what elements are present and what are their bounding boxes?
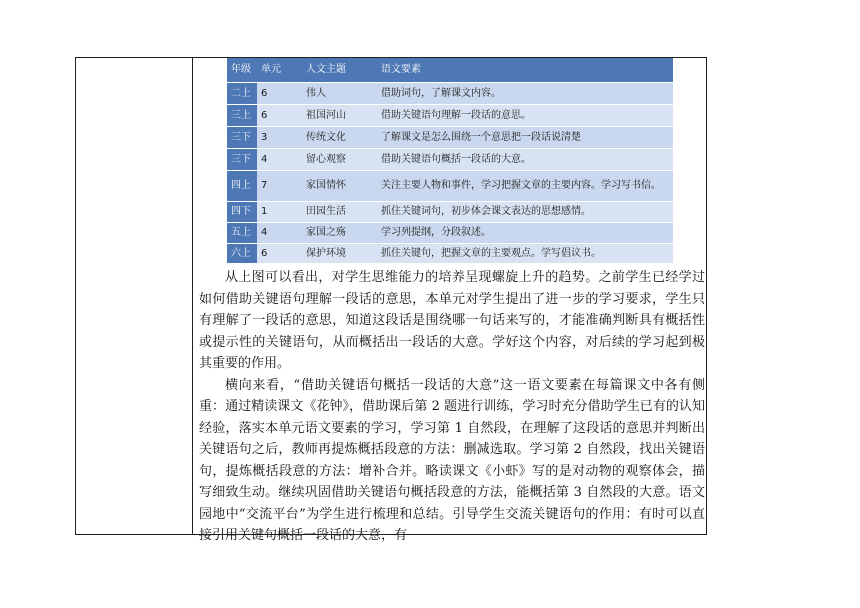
cell-grade: 三下 <box>227 127 257 148</box>
cell-element: 借助关键语句概括一段话的大意。 <box>381 153 531 165</box>
cell-grade: 四上 <box>227 171 257 201</box>
cell-element: 关注主要人物和事件，学习把握文章的主要内容。学习写书信。 <box>381 180 661 191</box>
cell-theme: 家国之殇 <box>306 227 346 238</box>
table-row <box>227 202 673 223</box>
cell-element: 抓住关键词句，初步体会课文表达的思想感情。 <box>381 206 591 217</box>
header-grade: 年级 <box>231 64 251 75</box>
table-divider-right <box>706 58 707 534</box>
cell-grade: 三上 <box>227 105 257 126</box>
cell-unit: 7 <box>261 180 268 191</box>
table-row <box>227 105 673 127</box>
table-row <box>227 149 673 171</box>
cell-unit: 4 <box>261 153 268 165</box>
curriculum-table-image <box>227 58 673 264</box>
cell-grade: 五上 <box>227 223 257 243</box>
table-row <box>227 171 673 202</box>
cell-theme: 祖国河山 <box>306 109 346 121</box>
cell-theme: 保护环境 <box>306 247 346 259</box>
cell-unit: 3 <box>261 131 268 143</box>
cell-grade: 四下 <box>227 202 257 222</box>
cell-unit: 6 <box>261 247 268 259</box>
table-header-row <box>227 58 673 83</box>
header-unit: 单元 <box>261 64 281 75</box>
paragraph: 从上图可以看出，对学生思维能力的培养呈现螺旋上升的趋势。之前学生已经学过如何借助关键语句理解一段话的意思，本单元对学生提出了进一步的学习要求，学生只有理解了一段话的意思，知道这段话是围绕哪一句话来写的，才能准确判断具有概括性或提示性的关键语句，从而概括出一段话的大意。学好这个内容，对后续的学习起到极其重要的作用。 <box>199 270 705 371</box>
cell-grade: 六上 <box>227 244 257 263</box>
paragraph: 横向来看，“借助关键语句概括一段话的大意”这一语文要素在每篇课文中各有侧重：通过精读课文《花钟》，借助课后第 2 题进行训练，学习时充分借助学生已有的认知经验，落实本单元语文要素的学习，学习第 1 自然段，在理解了这段话的意思并判断出关键语句之后，教师再提炼概括段意的方法：删减选取。学习第 2 自然段，找出关键语句，提炼概括段意的方法：增补合并。略读课文《小虾》写的是对动物的观察体会，描写细致生动。继续巩固借助关键语句概括段意的方法，能概括第 3 自然段的大意。语文园地中“交流平台”为学生进行梳理和总结。引导学生交流关键语句的作用：有时可以直接引用关键句概括一段话的大意，有 <box>199 377 705 543</box>
cell-unit: 1 <box>261 206 268 217</box>
header-element: 语文要素 <box>381 64 421 75</box>
cell-theme: 伟人 <box>306 87 326 99</box>
table-divider-left <box>192 58 193 534</box>
cell-theme: 田园生活 <box>306 206 346 217</box>
table-row <box>227 223 673 244</box>
cell-theme: 家国情怀 <box>306 180 346 191</box>
cell-grade: 三下 <box>227 149 257 170</box>
body-text <box>199 267 705 547</box>
cell-element: 学习列提纲，分段叙述。 <box>381 227 491 238</box>
cell-element: 了解课文是怎么围绕一个意思把一段话说清楚 <box>381 131 581 143</box>
header-theme: 人文主题 <box>306 64 346 75</box>
table-row <box>227 127 673 149</box>
cell-element: 抓住关键句，把握文章的主要观点。学写倡议书。 <box>381 247 601 259</box>
cell-unit: 4 <box>261 227 268 238</box>
cell-unit: 6 <box>261 87 268 99</box>
table-row <box>227 83 673 105</box>
cell-element: 借助关键语句理解一段话的意思。 <box>381 109 531 121</box>
cell-grade: 二上 <box>227 83 257 104</box>
cell-theme: 留心观察 <box>306 153 346 165</box>
cell-unit: 6 <box>261 109 268 121</box>
cell-theme: 传统文化 <box>306 131 346 143</box>
cell-element: 借助词句，了解课文内容。 <box>381 87 501 99</box>
table-row <box>227 244 673 264</box>
